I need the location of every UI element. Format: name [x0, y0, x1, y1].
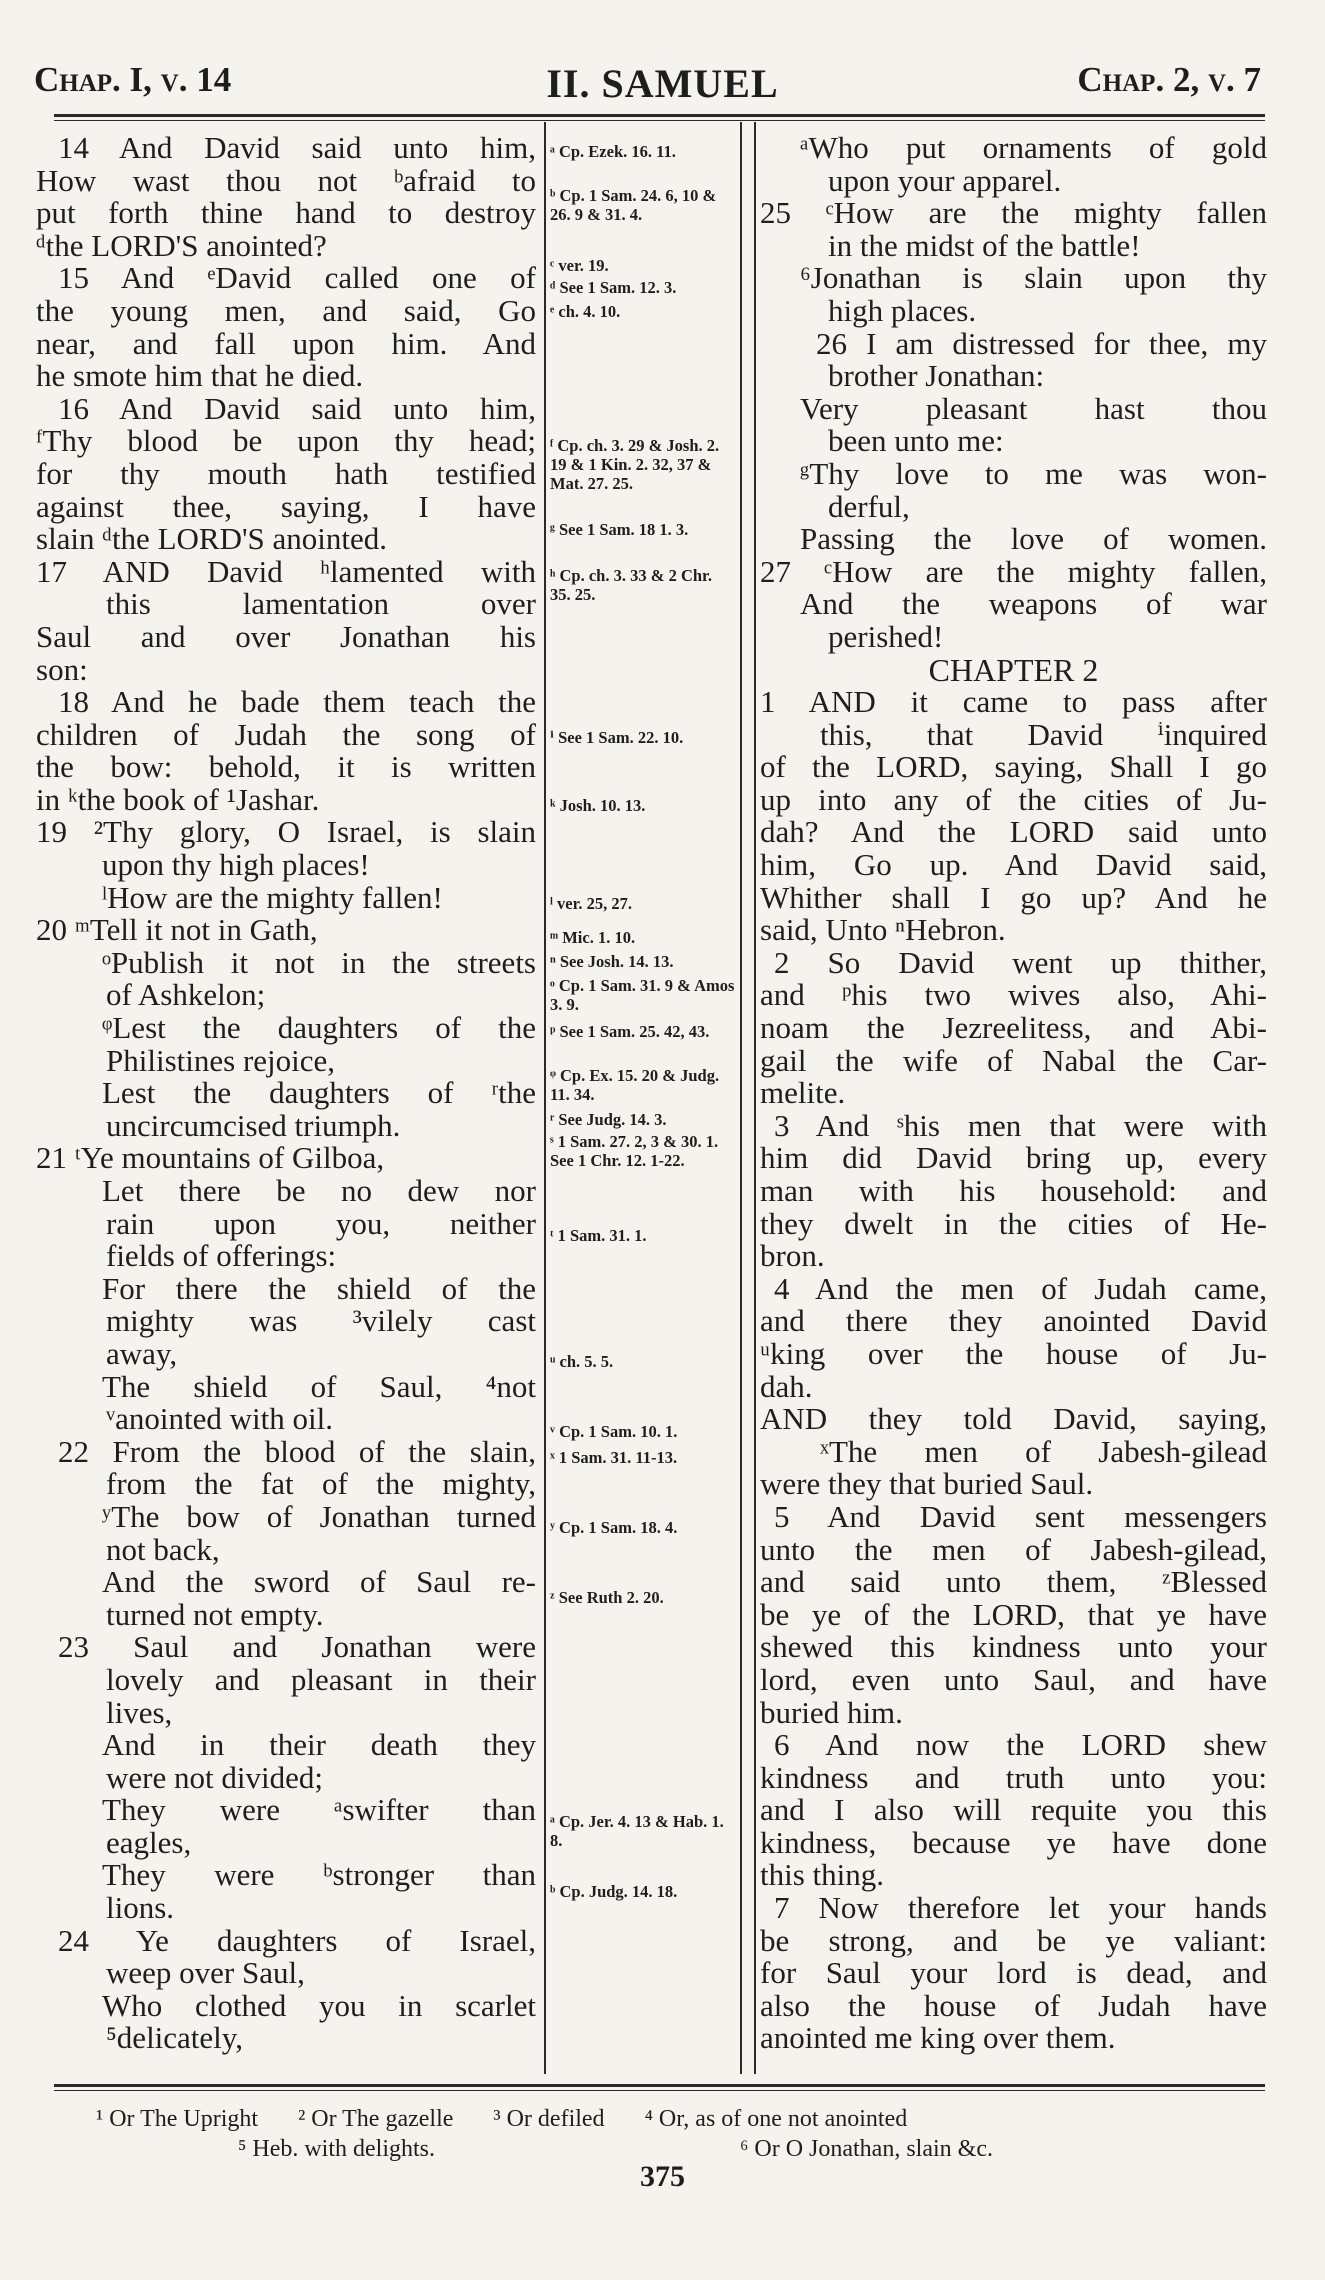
text-line: this thing.	[760, 1857, 885, 1893]
margin-ref: ˢ 1 Sam. 27. 2, 3 & 30. 1. See 1 Chr. 12. 1-22.	[550, 1132, 719, 1170]
text-line: and said unto them, ᶻBlessed	[760, 1564, 1267, 1600]
text-line: melite.	[760, 1075, 846, 1111]
text-line: The shield of Saul, ⁴not	[102, 1368, 536, 1404]
text-line: They were ᵇstronger than	[102, 1857, 536, 1893]
text-line: be strong, and be ye valiant:	[760, 1922, 1267, 1958]
text-line: turned not empty.	[106, 1596, 324, 1632]
text-line: 25 ᶜHow are the mighty fallen	[760, 195, 1267, 231]
margin-ref: ᶻ See Ruth 2. 20.	[550, 1588, 664, 1607]
text-line: from the fat of the mighty,	[106, 1466, 536, 1502]
text-line: this, that David ⁱinquired	[820, 716, 1267, 752]
text-line: away,	[106, 1335, 178, 1371]
text-line: 20 ᵐTell it not in Gath,	[36, 912, 318, 948]
margin-ref: ⁿ See Josh. 14. 13.	[550, 952, 674, 971]
margin-ref: ᶠ Cp. ch. 3. 29 & Josh. 2. 19 & 1 Kin. 2. 32, 37 & Mat. 27. 25.	[550, 436, 720, 493]
text-line: 5 And David sent messengers	[774, 1498, 1267, 1534]
margin-ref: ᵒ Cp. 1 Sam. 31. 9 & Amos 3. 9.	[550, 976, 735, 1014]
text-line: he smote him that he died.	[36, 358, 364, 394]
text-line: brother Jonathan:	[828, 358, 1045, 394]
text-line: ᵈthe LORD'S anointed?	[36, 227, 327, 263]
text-line: lions.	[106, 1890, 175, 1926]
text-line: perished!	[828, 618, 944, 654]
text-line: ᶠThy blood be upon thy head;	[36, 423, 536, 459]
text-line: 21 ᵗYe mountains of Gilboa,	[36, 1140, 385, 1176]
text-line: 3 And ˢhis men that were with	[774, 1107, 1267, 1143]
footnote-rule-thin	[54, 2090, 1265, 2091]
margin-ref: ᵈ See 1 Sam. 12. 3.	[550, 278, 677, 297]
text-line: ʸThe bow of Jonathan turned	[102, 1498, 536, 1534]
text-line: 6 And now the LORD shew	[774, 1727, 1267, 1763]
text-line: near, and fall upon him. And	[36, 325, 536, 361]
text-line: not back,	[106, 1531, 220, 1567]
margin-ref: ˡ ver. 25, 27.	[550, 894, 633, 913]
text-line: 18 And he bade them teach the	[58, 684, 536, 720]
text-line: Whither shall I go up? And he	[760, 879, 1267, 915]
text-line: mighty was ³vilely cast	[106, 1303, 536, 1339]
margin-ref: ᵐ Mic. 1. 10.	[550, 928, 636, 947]
text-line: and I also will requite you this	[760, 1792, 1267, 1828]
text-line: Let there be no dew nor	[102, 1173, 536, 1208]
text-line: ⁵delicately,	[106, 2020, 244, 2056]
margin-ref: ⁱ See 1 Sam. 22. 10.	[550, 728, 684, 747]
text-line: 19 ²Thy glory, O Israel, is slain	[36, 814, 536, 850]
text-line: fields of offerings:	[106, 1238, 337, 1274]
text-line: were they that buried Saul.	[760, 1466, 1094, 1502]
footnote-rule	[54, 2084, 1265, 2087]
text-line: 23 Saul and Jonathan were	[58, 1629, 536, 1665]
text-line: ᵍThy love to me was won-	[800, 455, 1267, 491]
text-line: lord, even unto Saul, and have	[760, 1661, 1267, 1697]
text-line: put forth thine hand to destroy	[36, 195, 536, 231]
text-line: for Saul your lord is dead, and	[760, 1955, 1267, 1991]
text-line: 14 And David said unto him,	[58, 130, 536, 165]
text-line: ᵛanointed with oil.	[106, 1401, 333, 1437]
text-line: 17 AND David ʰlamented with	[36, 553, 536, 589]
margin-ref: ᵘ ch. 5. 5.	[550, 1352, 614, 1371]
text-line: For there the shield of the	[102, 1270, 536, 1306]
margin-ref: ʸ Cp. 1 Sam. 18. 4.	[550, 1518, 678, 1537]
text-line: unto the men of Jabesh-gilead,	[760, 1531, 1267, 1567]
footnote: ⁶ Or O Jonathan, slain &c.	[740, 2136, 993, 2162]
text-line: 27 ᶜHow are the mighty fallen,	[760, 553, 1267, 589]
text-line: 26 I am distressed for thee, my	[816, 325, 1267, 361]
text-line: kindness and truth unto you:	[760, 1759, 1267, 1795]
text-line: gail the wife of Nabal the Car-	[760, 1042, 1267, 1078]
text-line: they dwelt in the cities of He-	[760, 1205, 1267, 1241]
margin-ref: ˣ 1 Sam. 31. 11-13.	[550, 1448, 678, 1467]
text-line: against thee, saying, I have	[36, 488, 536, 524]
text-line: be ye of the LORD, that ye have	[760, 1596, 1267, 1632]
text-line: weep over Saul,	[106, 1955, 305, 1991]
text-line: rain upon you, neither	[106, 1205, 536, 1241]
text-line: him did David bring up, every	[760, 1140, 1267, 1176]
text-line: for thy mouth hath testified	[36, 455, 536, 491]
text-line: upon thy high places!	[102, 847, 370, 883]
margin-ref: ᵍ See 1 Sam. 18 1. 3.	[550, 520, 689, 539]
text-line: slain ᵈthe LORD'S anointed.	[36, 521, 388, 557]
text-line: derful,	[828, 488, 910, 524]
margin-ref: ᶜ ver. 19.	[550, 256, 609, 275]
text-line: and there they anointed David	[760, 1303, 1267, 1339]
margin-ref: ᵉ ch. 4. 10.	[550, 302, 621, 321]
footnote: ⁴ Or, as of one not anointed	[644, 2106, 908, 2132]
text-line: ⁶Jonathan is slain upon thy	[800, 260, 1267, 296]
margin-ref: ʳ See Judg. 14. 3.	[550, 1110, 667, 1129]
text-line: 16 And David said unto him,	[58, 390, 536, 426]
margin-ref: ᵇ Cp. 1 Sam. 24. 6, 10 & 26. 9 & 31. 4.	[550, 186, 717, 224]
text-line: How wast thou not ᵇafraid to	[36, 162, 536, 198]
column-divider-right-a	[740, 122, 742, 2074]
text-line: dah? And the LORD said unto	[760, 814, 1267, 850]
text-line: 15 And ᵉDavid called one of	[58, 260, 536, 296]
text-line: upon your apparel.	[828, 162, 1062, 198]
left-text-column	[36, 132, 536, 2055]
text-line: 7 Now therefore let your hands	[774, 1890, 1267, 1926]
text-line: Very pleasant hast thou	[800, 390, 1267, 426]
text-line: noam the Jezreelitess, and Abi-	[760, 1010, 1267, 1046]
margin-ref: ᵛ Cp. 1 Sam. 10. 1.	[550, 1422, 678, 1441]
footnote: ¹ Or The Upright	[96, 2106, 259, 2132]
margin-ref: ᵃ Cp. Jer. 4. 13 & Hab. 1. 8.	[550, 1812, 724, 1850]
text-line: buried him.	[760, 1694, 903, 1730]
text-line: bron.	[760, 1238, 825, 1274]
text-line: ᵃWho put ornaments of gold	[800, 130, 1267, 165]
text-line: shewed this kindness unto your	[760, 1629, 1267, 1665]
text-line: him, Go up. And David said,	[760, 847, 1267, 883]
text-line: ˡHow are the mighty fallen!	[102, 879, 443, 915]
text-line: Philistines rejoice,	[106, 1042, 336, 1078]
text-line: of Ashkelon;	[106, 977, 266, 1013]
text-line: been unto me:	[828, 423, 1004, 459]
text-line: high places.	[828, 292, 977, 328]
right-text-column	[760, 132, 1267, 2055]
footnote: ³ Or defiled	[493, 2106, 605, 2132]
column-divider-right-b	[754, 122, 756, 2074]
margin-ref: ᵃ Cp. Ezek. 16. 11.	[550, 142, 676, 161]
text-line: of the LORD, saying, Shall I go	[760, 749, 1267, 785]
margin-ref: ʰ Cp. ch. 3. 33 & 2 Chr. 35. 25.	[550, 566, 712, 604]
margin-ref: ᵇ Cp. Judg. 14. 18.	[550, 1882, 678, 1901]
text-line: AND they told David, saying,	[760, 1401, 1267, 1437]
text-line: children of Judah the song of	[36, 716, 536, 752]
margin-ref: ᵗ 1 Sam. 31. 1.	[550, 1226, 647, 1245]
text-line: ˣThe men of Jabesh-gilead	[820, 1433, 1267, 1469]
text-line: were not divided;	[106, 1759, 323, 1795]
text-line: Lest the daughters of ʳthe	[102, 1075, 536, 1111]
text-line: And in their death they	[102, 1727, 536, 1763]
text-line: They were ᵃswifter than	[102, 1792, 536, 1828]
text-line: ᵘking over the house of Ju-	[760, 1335, 1267, 1371]
text-line: in ᵏthe book of ¹Jashar.	[36, 781, 320, 817]
text-line: up into any of the cities of Ju-	[760, 781, 1267, 817]
text-line: Saul and over Jonathan his	[36, 618, 536, 654]
footnote: ² Or The gazelle	[298, 2106, 454, 2132]
footnote: ⁵ Heb. with delights.	[238, 2136, 436, 2162]
text-line: also the house of Judah have	[760, 1987, 1267, 2023]
text-line: uncircumcised triumph.	[106, 1107, 401, 1143]
column-divider-left	[544, 122, 546, 2074]
text-line: lives,	[106, 1694, 173, 1730]
text-line: 4 And the men of Judah came,	[774, 1270, 1267, 1306]
text-line: 1 AND it came to pass after	[760, 684, 1267, 720]
text-line: dah.	[760, 1368, 813, 1404]
text-line: said, Unto ⁿHebron.	[760, 912, 1006, 948]
margin-ref: ᵏ Josh. 10. 13.	[550, 796, 646, 815]
text-line: in the midst of the battle!	[828, 227, 1141, 263]
running-header-right: Chap. 2, v. 7	[1077, 60, 1261, 99]
text-line: eagles,	[106, 1824, 192, 1860]
text-line: this lamentation over	[106, 586, 536, 622]
text-line: anointed me king over them.	[760, 2020, 1116, 2056]
text-line: the bow: behold, it is written	[36, 749, 536, 785]
chapter-heading: CHAPTER 2	[928, 651, 1099, 688]
margin-ref: ᵖ See 1 Sam. 25. 42, 43.	[550, 1022, 710, 1041]
text-line: the young men, and said, Go	[36, 292, 536, 328]
text-line: son:	[36, 651, 88, 687]
text-line: and ᵖhis two wives also, Ahi-	[760, 977, 1267, 1013]
text-line: And the sword of Saul re-	[102, 1564, 536, 1600]
margin-ref: ᵠ Cp. Ex. 15. 20 & Judg. 11. 34.	[550, 1066, 720, 1104]
text-line: Who clothed you in scarlet	[102, 1987, 536, 2023]
text-line: man with his household: and	[760, 1173, 1267, 1208]
book-title: II. SAMUEL	[546, 61, 779, 106]
header-rule-thin	[54, 120, 1265, 121]
text-line: kindness, because ye have done	[760, 1824, 1267, 1860]
running-header-left: Chap. I, v. 14	[34, 60, 232, 99]
text-line: 22 From the blood of the slain,	[58, 1433, 536, 1469]
text-line: lovely and pleasant in their	[106, 1661, 536, 1697]
text-line: 2 So David went up thither,	[774, 944, 1267, 980]
footnote-row	[96, 2106, 941, 2132]
text-line: Passing the love of women.	[800, 521, 1267, 557]
text-line: And the weapons of war	[800, 586, 1267, 622]
text-line: 24 Ye daughters of Israel,	[58, 1922, 536, 1958]
text-line: ᵠLest the daughters of the	[102, 1010, 536, 1046]
text-line: ᵒPublish it not in the streets	[102, 944, 536, 980]
page-number: 375	[640, 2160, 685, 2193]
header-rule	[54, 114, 1265, 117]
